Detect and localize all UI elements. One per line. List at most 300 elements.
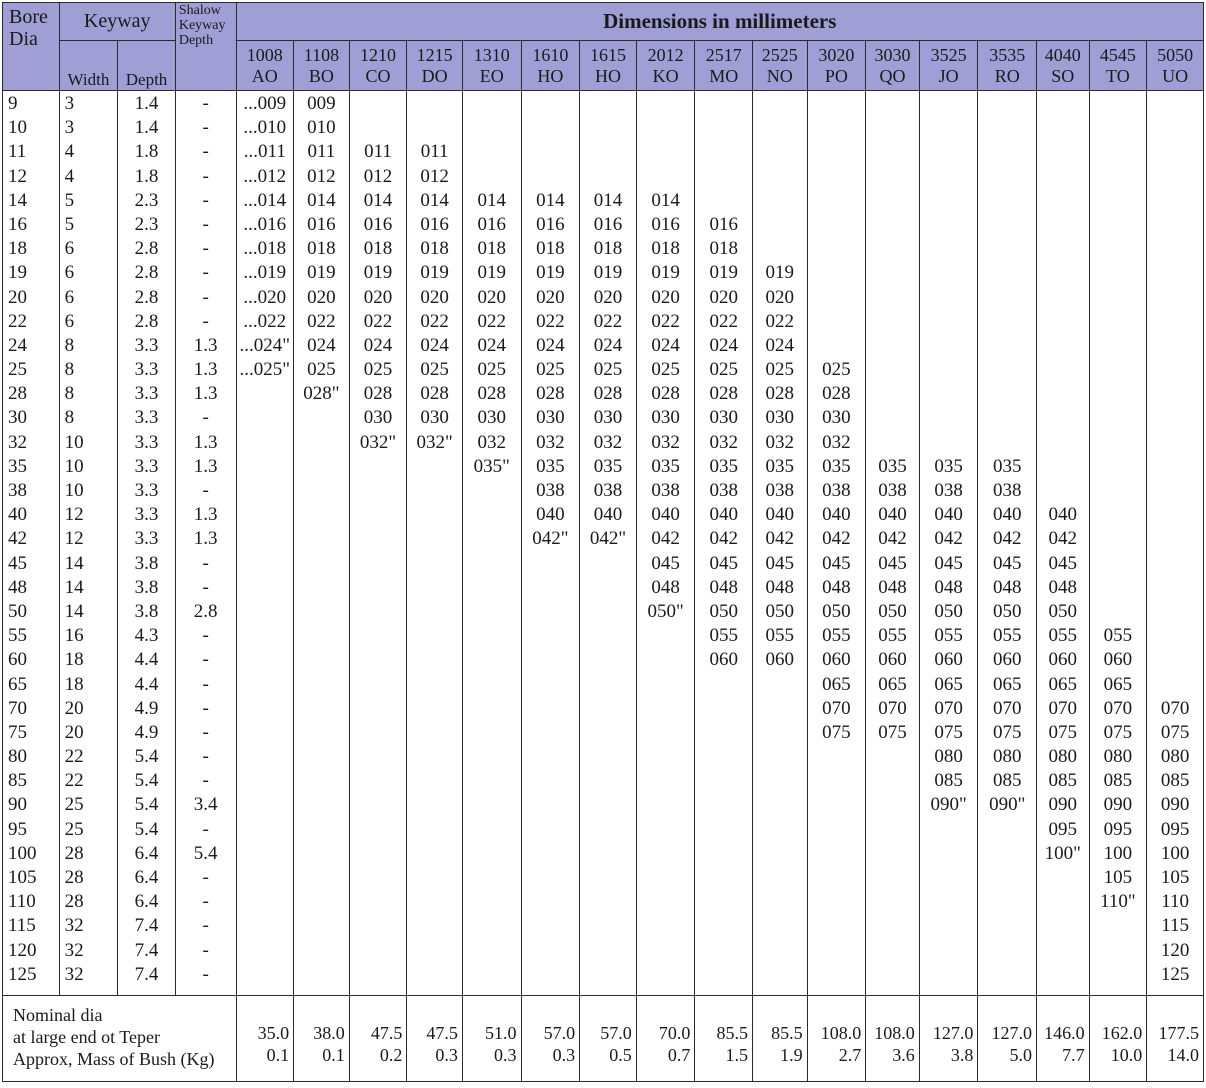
bore-size-value: 080	[1160, 746, 1190, 768]
shallow-depth-value: -	[202, 891, 209, 913]
bore-size-value: 085	[1103, 770, 1133, 792]
bore-size-value: 060	[992, 649, 1022, 671]
bore-size-value: 065	[1103, 673, 1133, 695]
mass-value: 0.1	[266, 1045, 290, 1065]
bore-size-value: ...024"	[239, 334, 291, 356]
empty-cell	[808, 92, 866, 116]
empty-cell	[866, 116, 919, 140]
footer-label-line2: at large end ot Teper	[13, 1027, 161, 1047]
empty-cell	[695, 165, 752, 189]
empty-cell	[978, 165, 1036, 189]
bore-size-value: 070	[1160, 697, 1190, 719]
empty-cell	[866, 237, 919, 261]
size-code: TO	[1106, 65, 1130, 86]
bore-size-value: 016	[307, 213, 336, 235]
dimensions-title: Dimensions in millimeters	[236, 3, 1204, 41]
footer-cell-3020	[807, 996, 866, 1082]
size-code: UO	[1162, 65, 1189, 86]
empty-cell	[978, 406, 1036, 430]
keyway-width-value: 32	[64, 915, 84, 937]
empty-cell	[866, 358, 919, 382]
bore-size-value: 024	[536, 334, 565, 356]
keyway-width-value: 5	[64, 189, 75, 211]
keyway-width-value: 18	[64, 673, 84, 695]
empty-cell	[580, 140, 636, 164]
nominal-dia-value: 146.0	[1044, 1023, 1085, 1043]
mass-value: 0.3	[552, 1045, 576, 1065]
bore-size-value: 019	[477, 262, 506, 284]
empty-cell	[1147, 479, 1203, 503]
bore-dia-value: 42	[8, 528, 27, 550]
size-header-1108	[294, 41, 350, 91]
bore-size-value: 042	[822, 528, 851, 550]
size-number: 3525	[930, 44, 967, 65]
empty-cell	[1147, 140, 1203, 164]
nominal-dia-value: 127.0	[991, 1023, 1033, 1043]
empty-cell	[920, 140, 978, 164]
shallow-depth-value: -	[202, 165, 209, 187]
empty-cell	[753, 237, 807, 261]
bore-size-value: 012	[363, 165, 393, 187]
bore-dia-value: 65	[8, 673, 27, 695]
bore-size-value: 070	[1048, 697, 1078, 719]
empty-cell	[920, 261, 978, 285]
empty-cell	[1090, 286, 1147, 310]
bore-size-value: 038	[765, 480, 795, 501]
empty-cell	[920, 406, 978, 430]
empty-cell	[1147, 382, 1203, 406]
empty-cell	[1147, 527, 1203, 551]
bore-size-value: 055	[709, 625, 738, 647]
nominal-dia-value: 70.0	[658, 1023, 691, 1043]
bore-size-value: 016	[651, 213, 680, 235]
bore-size-value: 045	[822, 552, 851, 574]
size-number: 3030	[874, 44, 911, 65]
bore-size-value: 075	[934, 721, 963, 743]
bore-size-value: 065	[878, 673, 907, 695]
bore-size-value: 060	[878, 649, 907, 671]
empty-cell	[1090, 261, 1147, 285]
size-number: 5050	[1157, 44, 1194, 65]
bore-size-value: 100"	[1044, 842, 1081, 864]
bore-size-value: 070	[992, 697, 1022, 719]
bore-size-value: 095	[1103, 818, 1133, 840]
nominal-dia-value: 162.0	[1101, 1023, 1143, 1043]
size-code: AO	[251, 65, 278, 86]
keyway-depth-value: 3.3	[134, 334, 159, 356]
empty-cell	[978, 140, 1036, 164]
bore-size-value: 070	[934, 697, 963, 719]
bore-size-value: 016	[709, 213, 738, 235]
footer-cell-5050	[1147, 996, 1204, 1082]
empty-cell	[350, 116, 407, 140]
bore-dia-value: 11	[8, 141, 27, 163]
empty-cell	[1147, 358, 1203, 382]
empty-cell	[1090, 165, 1147, 189]
keyway-depth-value: 7.4	[134, 963, 159, 985]
keyway-width-value: 28	[64, 867, 84, 888]
bore-size-value: 030	[536, 407, 565, 429]
bore-size-value: 045	[878, 552, 907, 574]
shallow-depth-value: -	[202, 407, 209, 429]
empty-cell	[637, 92, 695, 116]
shallow-depth-value: 1.3	[193, 455, 218, 477]
empty-cell	[866, 310, 919, 334]
bore-size-value: 055	[1048, 625, 1078, 647]
keyway-width-value: 32	[64, 939, 84, 961]
bore-size-value: 042	[878, 528, 907, 550]
bore-size-value: 019	[765, 262, 795, 284]
nominal-dia-value: 127.0	[932, 1023, 974, 1043]
keyway-depth-value: 5.4	[134, 818, 159, 840]
bore-size-value: 038	[536, 480, 565, 501]
bore-dia-value: 22	[8, 310, 27, 332]
bore-dia-column	[3, 91, 60, 996]
bore-dia-value: 85	[8, 770, 27, 792]
bore-size-value: 030	[593, 407, 623, 429]
empty-cell	[1037, 382, 1089, 406]
size-code: BO	[308, 65, 334, 86]
footer-label-line1: Nominal dia	[13, 1005, 103, 1025]
empty-cell	[808, 116, 866, 140]
bore-size-value: 020	[307, 286, 336, 308]
size-code: SO	[1051, 65, 1075, 86]
size-number: 1310	[473, 44, 510, 65]
bore-size-value: 010	[307, 117, 336, 139]
empty-cell	[522, 165, 580, 189]
keyway-depth-value: 3.3	[134, 528, 159, 550]
keyway-header: Keyway	[59, 3, 175, 41]
bore-size-value: 040	[765, 504, 795, 526]
bore-size-value: 048	[992, 576, 1022, 598]
empty-cell	[808, 165, 866, 189]
bore-size-value: 028	[765, 383, 795, 405]
size-number: 1610	[532, 44, 569, 65]
nominal-dia-value: 38.0	[313, 1023, 345, 1043]
bore-size-value: 032	[822, 431, 851, 453]
nominal-dia-value: 57.0	[543, 1023, 576, 1043]
bore-size-value: 050	[765, 600, 795, 622]
bore-size-value: 024	[593, 334, 623, 356]
mass-value: 5.0	[1009, 1045, 1033, 1065]
shallow-depth-value: 1.3	[193, 528, 218, 550]
bore-size-value: 014	[420, 189, 449, 211]
empty-cell	[695, 189, 752, 213]
bore-size-value: 009	[307, 93, 336, 114]
bore-size-value: 048	[765, 576, 795, 598]
bore-size-value: 014	[593, 189, 623, 211]
bore-size-value: 022	[536, 310, 565, 332]
bore-column-4040	[1037, 91, 1090, 996]
shallow-depth-value: -	[202, 721, 209, 743]
bore-size-value: 025	[420, 359, 449, 381]
bore-size-value: 048	[878, 576, 907, 598]
bore-size-value: 011	[420, 141, 449, 163]
shallow-header-line2: Keyway	[178, 18, 226, 33]
bore-size-value: 045	[651, 552, 680, 574]
empty-cell	[1037, 237, 1089, 261]
bore-size-value: 045	[765, 552, 795, 574]
empty-cell	[1037, 116, 1089, 140]
bore-header-line2: Dia	[9, 28, 38, 50]
size-header-2517	[695, 41, 753, 91]
empty-cell	[1090, 600, 1147, 624]
size-number: 2525	[761, 44, 798, 65]
empty-cell	[580, 165, 636, 189]
bore-size-value: 040	[1048, 504, 1078, 526]
empty-cell	[695, 140, 752, 164]
empty-cell	[695, 116, 752, 140]
bore-size-value: 018	[307, 238, 336, 260]
empty-cell	[920, 213, 978, 237]
empty-cell	[1090, 406, 1147, 430]
bore-size-value: 105	[1160, 867, 1190, 888]
bore-size-value: 020	[536, 286, 565, 308]
keyway-depth-value: 3.3	[134, 431, 159, 453]
empty-cell	[866, 406, 919, 430]
shallow-depth-value: -	[202, 286, 209, 308]
mass-value: 1.9	[780, 1045, 803, 1065]
bore-size-value: 040	[593, 504, 623, 526]
shallow-depth-value: 3.4	[193, 794, 218, 816]
bore-dia-value: 24	[8, 334, 27, 356]
bore-size-value: 035	[822, 455, 851, 477]
keyway-depth-value: 6.4	[134, 891, 159, 913]
bore-size-value: 060	[1103, 649, 1133, 671]
empty-cell	[1090, 382, 1147, 406]
bore-size-value: 035	[878, 455, 907, 477]
bore-size-value: 016	[536, 213, 565, 235]
bore-size-value: 032"	[416, 431, 453, 453]
bore-dia-value: 125	[8, 963, 37, 985]
bore-column-1210	[349, 91, 407, 996]
bore-dia-value: 25	[8, 359, 27, 381]
bore-size-value: 035"	[473, 455, 510, 477]
bore-dia-value: 9	[8, 93, 18, 114]
empty-cell	[1147, 116, 1203, 140]
keyway-width-value: 25	[64, 794, 84, 816]
bore-size-value: 019	[307, 262, 336, 284]
bore-size-value: 035	[765, 455, 795, 477]
footer-cell-3030	[866, 996, 920, 1082]
keyway-depth-value: 3.3	[134, 455, 159, 477]
empty-cell	[407, 92, 462, 116]
empty-cell	[978, 261, 1036, 285]
keyway-depth-value: 7.4	[134, 915, 159, 937]
empty-cell	[866, 213, 919, 237]
keyway-width-value: 6	[64, 310, 75, 332]
keyway-width-value: 25	[64, 818, 84, 840]
bore-size-value: 028	[477, 383, 506, 405]
bore-size-value: 025	[477, 359, 506, 381]
empty-cell	[1090, 455, 1147, 479]
bore-column-1215	[407, 91, 463, 996]
bore-size-value: 090"	[989, 794, 1026, 816]
bore-dia-value: 60	[8, 649, 27, 671]
empty-cell	[1037, 406, 1089, 430]
bore-size-value: 030	[765, 407, 795, 429]
bore-size-value: 042	[651, 528, 680, 550]
bore-size-value: 024	[651, 334, 680, 356]
footer-cell-3535	[978, 996, 1037, 1082]
empty-cell	[978, 334, 1036, 358]
keyway-depth-value: 2.3	[134, 189, 159, 211]
size-number: 1215	[416, 44, 453, 65]
bore-size-value: 070	[878, 697, 907, 719]
size-header-5050	[1147, 41, 1204, 91]
mass-value: 7.7	[1062, 1045, 1085, 1065]
empty-cell	[1147, 648, 1203, 672]
bore-size-value: 042"	[532, 528, 569, 550]
mass-value: 0.1	[322, 1045, 345, 1065]
keyway-width-value: 4	[64, 165, 75, 187]
bore-size-value: 080	[1103, 746, 1133, 768]
bore-size-value: 014	[363, 189, 393, 211]
keyway-depth-value: 2.8	[134, 262, 159, 284]
keyway-width-column	[59, 91, 118, 996]
shallow-depth-value: -	[202, 697, 209, 719]
bore-dia-value: 105	[8, 867, 37, 888]
size-number: 1008	[246, 44, 283, 65]
empty-cell	[1037, 334, 1089, 358]
keyway-depth-value: 5.4	[134, 770, 159, 792]
keyway-depth-value: 4.4	[134, 673, 159, 695]
bore-size-value: 038	[822, 480, 851, 501]
size-number: 4040	[1044, 44, 1081, 65]
bore-size-value: 030	[709, 407, 738, 429]
keyway-width-value: 6	[64, 286, 75, 308]
bore-size-value: 065	[992, 673, 1022, 695]
empty-cell	[920, 165, 978, 189]
bore-size-value: 035	[992, 455, 1022, 477]
empty-cell	[920, 92, 978, 116]
shallow-depth-value: -	[202, 262, 209, 284]
size-number: 1210	[360, 44, 396, 65]
bore-size-value: 100	[1160, 842, 1190, 864]
bore-dia-value: 32	[8, 431, 27, 453]
keyway-depth-value: 2.8	[134, 286, 159, 308]
bore-size-value: 019	[363, 262, 393, 284]
shallow-depth-value: 1.3	[193, 504, 218, 526]
bore-size-value: 038	[878, 480, 907, 501]
empty-cell	[866, 92, 919, 116]
bore-size-value: 020	[420, 286, 449, 308]
empty-cell	[580, 116, 636, 140]
empty-cell	[1090, 503, 1147, 527]
empty-cell	[1090, 310, 1147, 334]
bore-dia-value: 80	[8, 746, 27, 768]
bore-size-value: 085	[992, 770, 1022, 792]
bore-size-value: 050	[1048, 600, 1078, 622]
bore-column-3020	[807, 91, 866, 996]
bore-size-value: 022	[363, 310, 393, 332]
bore-size-value: 012	[420, 165, 449, 187]
empty-cell	[753, 92, 807, 116]
bore-size-value: 060	[822, 649, 851, 671]
bore-size-value: 032	[477, 431, 506, 453]
size-header-1610	[521, 41, 580, 91]
empty-cell	[1037, 286, 1089, 310]
keyway-width-value: 28	[64, 891, 84, 913]
footer-cell-4545	[1089, 996, 1147, 1082]
bore-size-value: 025	[307, 359, 336, 381]
bore-size-value: 019	[536, 262, 565, 284]
empty-cell	[1090, 334, 1147, 358]
bore-size-value: 050	[992, 600, 1022, 622]
shallow-depth-value: -	[202, 625, 209, 647]
bore-size-value: ...020	[243, 286, 287, 308]
mass-value: 0.7	[667, 1045, 691, 1065]
bore-size-value: 025	[593, 359, 623, 381]
bore-dia-value: 14	[8, 189, 27, 211]
keyway-depth-value: 3.3	[134, 407, 159, 429]
bore-size-value: 028	[709, 383, 738, 405]
shallow-depth-value: -	[202, 310, 209, 332]
empty-cell	[1147, 237, 1203, 261]
empty-cell	[978, 286, 1036, 310]
footer-cell-2012	[636, 996, 695, 1082]
shallow-depth-value: -	[202, 141, 209, 163]
empty-cell	[1037, 358, 1089, 382]
empty-cell	[1090, 527, 1147, 551]
bore-size-value: 055	[934, 625, 963, 647]
footer-cell-3525	[919, 996, 978, 1082]
bore-size-value: 011	[364, 141, 392, 163]
empty-cell	[1147, 213, 1203, 237]
empty-cell	[808, 286, 866, 310]
shallow-header-line1: Shalow	[178, 3, 221, 18]
size-number: 3535	[989, 44, 1026, 65]
empty-cell	[920, 382, 978, 406]
shallow-depth-value: 1.3	[193, 383, 218, 405]
bore-size-value: 018	[477, 238, 506, 260]
nominal-dia-value: 47.5	[426, 1023, 458, 1043]
bore-size-value: 075	[1048, 721, 1078, 743]
bore-size-value: 032	[536, 431, 565, 453]
empty-cell	[1147, 552, 1203, 576]
bore-dia-value: 16	[8, 213, 27, 235]
bore-size-value: 085	[934, 770, 963, 792]
empty-cell	[1147, 310, 1203, 334]
keyway-depth-value: 2.8	[134, 238, 159, 260]
empty-cell	[978, 431, 1036, 455]
bore-dia-value: 48	[8, 576, 27, 598]
empty-cell	[695, 92, 752, 116]
footer-cell-2517	[695, 996, 753, 1082]
bore-size-value: ...016	[243, 213, 287, 235]
size-code: RO	[994, 65, 1020, 86]
bore-size-value: 125	[1160, 963, 1190, 985]
keyway-width-value: 32	[64, 963, 84, 985]
bore-dia-value: 28	[8, 383, 27, 405]
bore-size-value: 016	[593, 213, 623, 235]
bore-column-3535	[978, 91, 1037, 996]
bore-dia-value: 70	[8, 697, 27, 719]
keyway-width-value: 3	[64, 93, 75, 114]
size-number: 4545	[1099, 44, 1136, 65]
shallow-keyway-header	[175, 3, 236, 91]
size-code: EO	[479, 65, 504, 86]
shallow-depth-value: -	[202, 552, 209, 574]
keyway-width-value: 22	[64, 746, 84, 768]
nominal-dia-value: 47.5	[370, 1023, 403, 1043]
empty-cell	[350, 92, 407, 116]
bore-size-value: 028	[593, 383, 623, 405]
empty-cell	[753, 213, 807, 237]
empty-cell	[808, 261, 866, 285]
bore-size-value: 045	[992, 552, 1022, 574]
bore-size-value: 011	[307, 141, 336, 163]
